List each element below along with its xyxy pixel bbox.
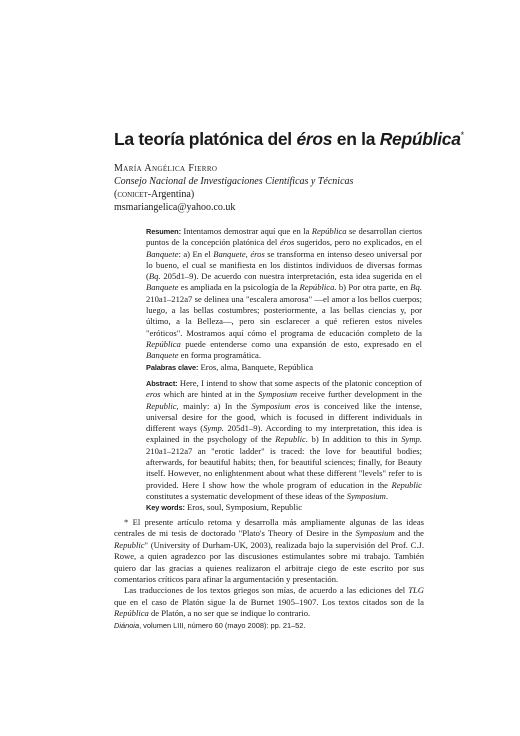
resumen-label: Resumen: bbox=[146, 227, 181, 236]
abstract-label: Abstract: bbox=[146, 379, 178, 388]
abstract-text: Abstract: Here, I intend to show that some aspects of the platonic conception of eros which are hinted at in the Symposium receive further development in the Republic, mainly: a) In the Symposium eros is conceived like the intense, universal desire for the good, which is focused in different individuals in different ways (Symp. 205d1–9). According to my interpretation, this idea is explained in the psychology of the Republic. b) In addition to this in Symp. 210a1–212a7 an "erotic ladder" is traced: the love for beautiful bodies; afterwards, for beautiful habits; then, for beautiful sciences; finally, for Beauty itself. However, no enlightenment about what these different "levels" refer to is provided. Here I show how the whole program of education in the Republic constitutes a systematic development of these ideas of the Symposium. bbox=[146, 378, 422, 501]
article-title: La teoría platónica del éros en la República* bbox=[114, 128, 464, 149]
palabras-clave: Palabras clave: Eros, alma, Banquete, República bbox=[146, 361, 314, 372]
key-words-label: Key words: bbox=[146, 503, 185, 513]
footnote-block bbox=[114, 517, 424, 620]
footnote-paragraph: * El presente artículo retoma y desarrolla más ampliamente algunas de las ideas centrales de mi tesis de doctorado "Plato's Theory of Desire in the Symposium and the Republic" (University of Durham-UK, 2003), realizada bajo la supervisión del Prof. C.J. Rowe, a quien agradezco por las discusiones estimulantes sobre mi trabajo. También quiero dar las gracias a quienes realizaron el arbitraje ciego de este escrito por sus comentarios críticos para afinar la argumentación y presentación. bbox=[114, 517, 424, 585]
author-email[interactable]: msmariangelica@yahoo.co.uk bbox=[114, 202, 236, 213]
key-words: Key words: Eros, soul, Symposium, Republic bbox=[146, 502, 303, 513]
abstract-block bbox=[146, 378, 422, 514]
resumen-text: Resumen: Intentamos demostrar aquí que en la República se desarrollan ciertos puntos de la concepción platónica del éros sugeridos, pero no explicados, en el Banquete: a) En el Banquete, éros se transforma en intenso deseo universal por lo bueno, el cual se manifiesta en los distintos individuos de diversas formas (Bq. 205d1–9). De acuerdo con nuestra interpretación, esta idea sugerida en el Banquete es ampliada en la psicología de la República. b) Por otra parte, en Bq. 210a1–212a7 se delinea una "escalera amorosa" —el amor a los bellos cuerpos; luego, a las bellas costumbres; posteriormente, a las bellas ciencias y, por último, a la Belleza—, pero sin esclarecer a qué refieren estos niveles "eróticos". Mostramos aquí cómo el programa de educación completo de la República puede entenderse como una expansión de esto, expresado en el Banquete en forma programática. bbox=[146, 226, 423, 361]
palabras-clave-label: Palabras clave: bbox=[146, 362, 199, 372]
journal-citation: Diánoia, volumen LIII, número 60 (mayo 2008): pp. 21–52. bbox=[114, 621, 306, 630]
footnote-marker: * bbox=[460, 130, 464, 140]
author-affiliation: Consejo Nacional de Investigaciones Científicas y Técnicas bbox=[114, 176, 354, 187]
author-name: María Angélica Fierro bbox=[114, 163, 218, 174]
author-country: (conicet-Argentina) bbox=[114, 189, 195, 200]
resumen-block bbox=[146, 226, 422, 373]
journal-name: Diánoia bbox=[114, 621, 140, 630]
author-block bbox=[114, 162, 353, 214]
footnote-paragraph: Las traducciones de los textos griegos son mías, de acuerdo a las ediciones del TLG que en el caso de Platón sigue la de Burnet 1905–1907. Los textos citados son de la República de Platón, a no ser que se indique lo contrario. bbox=[114, 585, 424, 619]
